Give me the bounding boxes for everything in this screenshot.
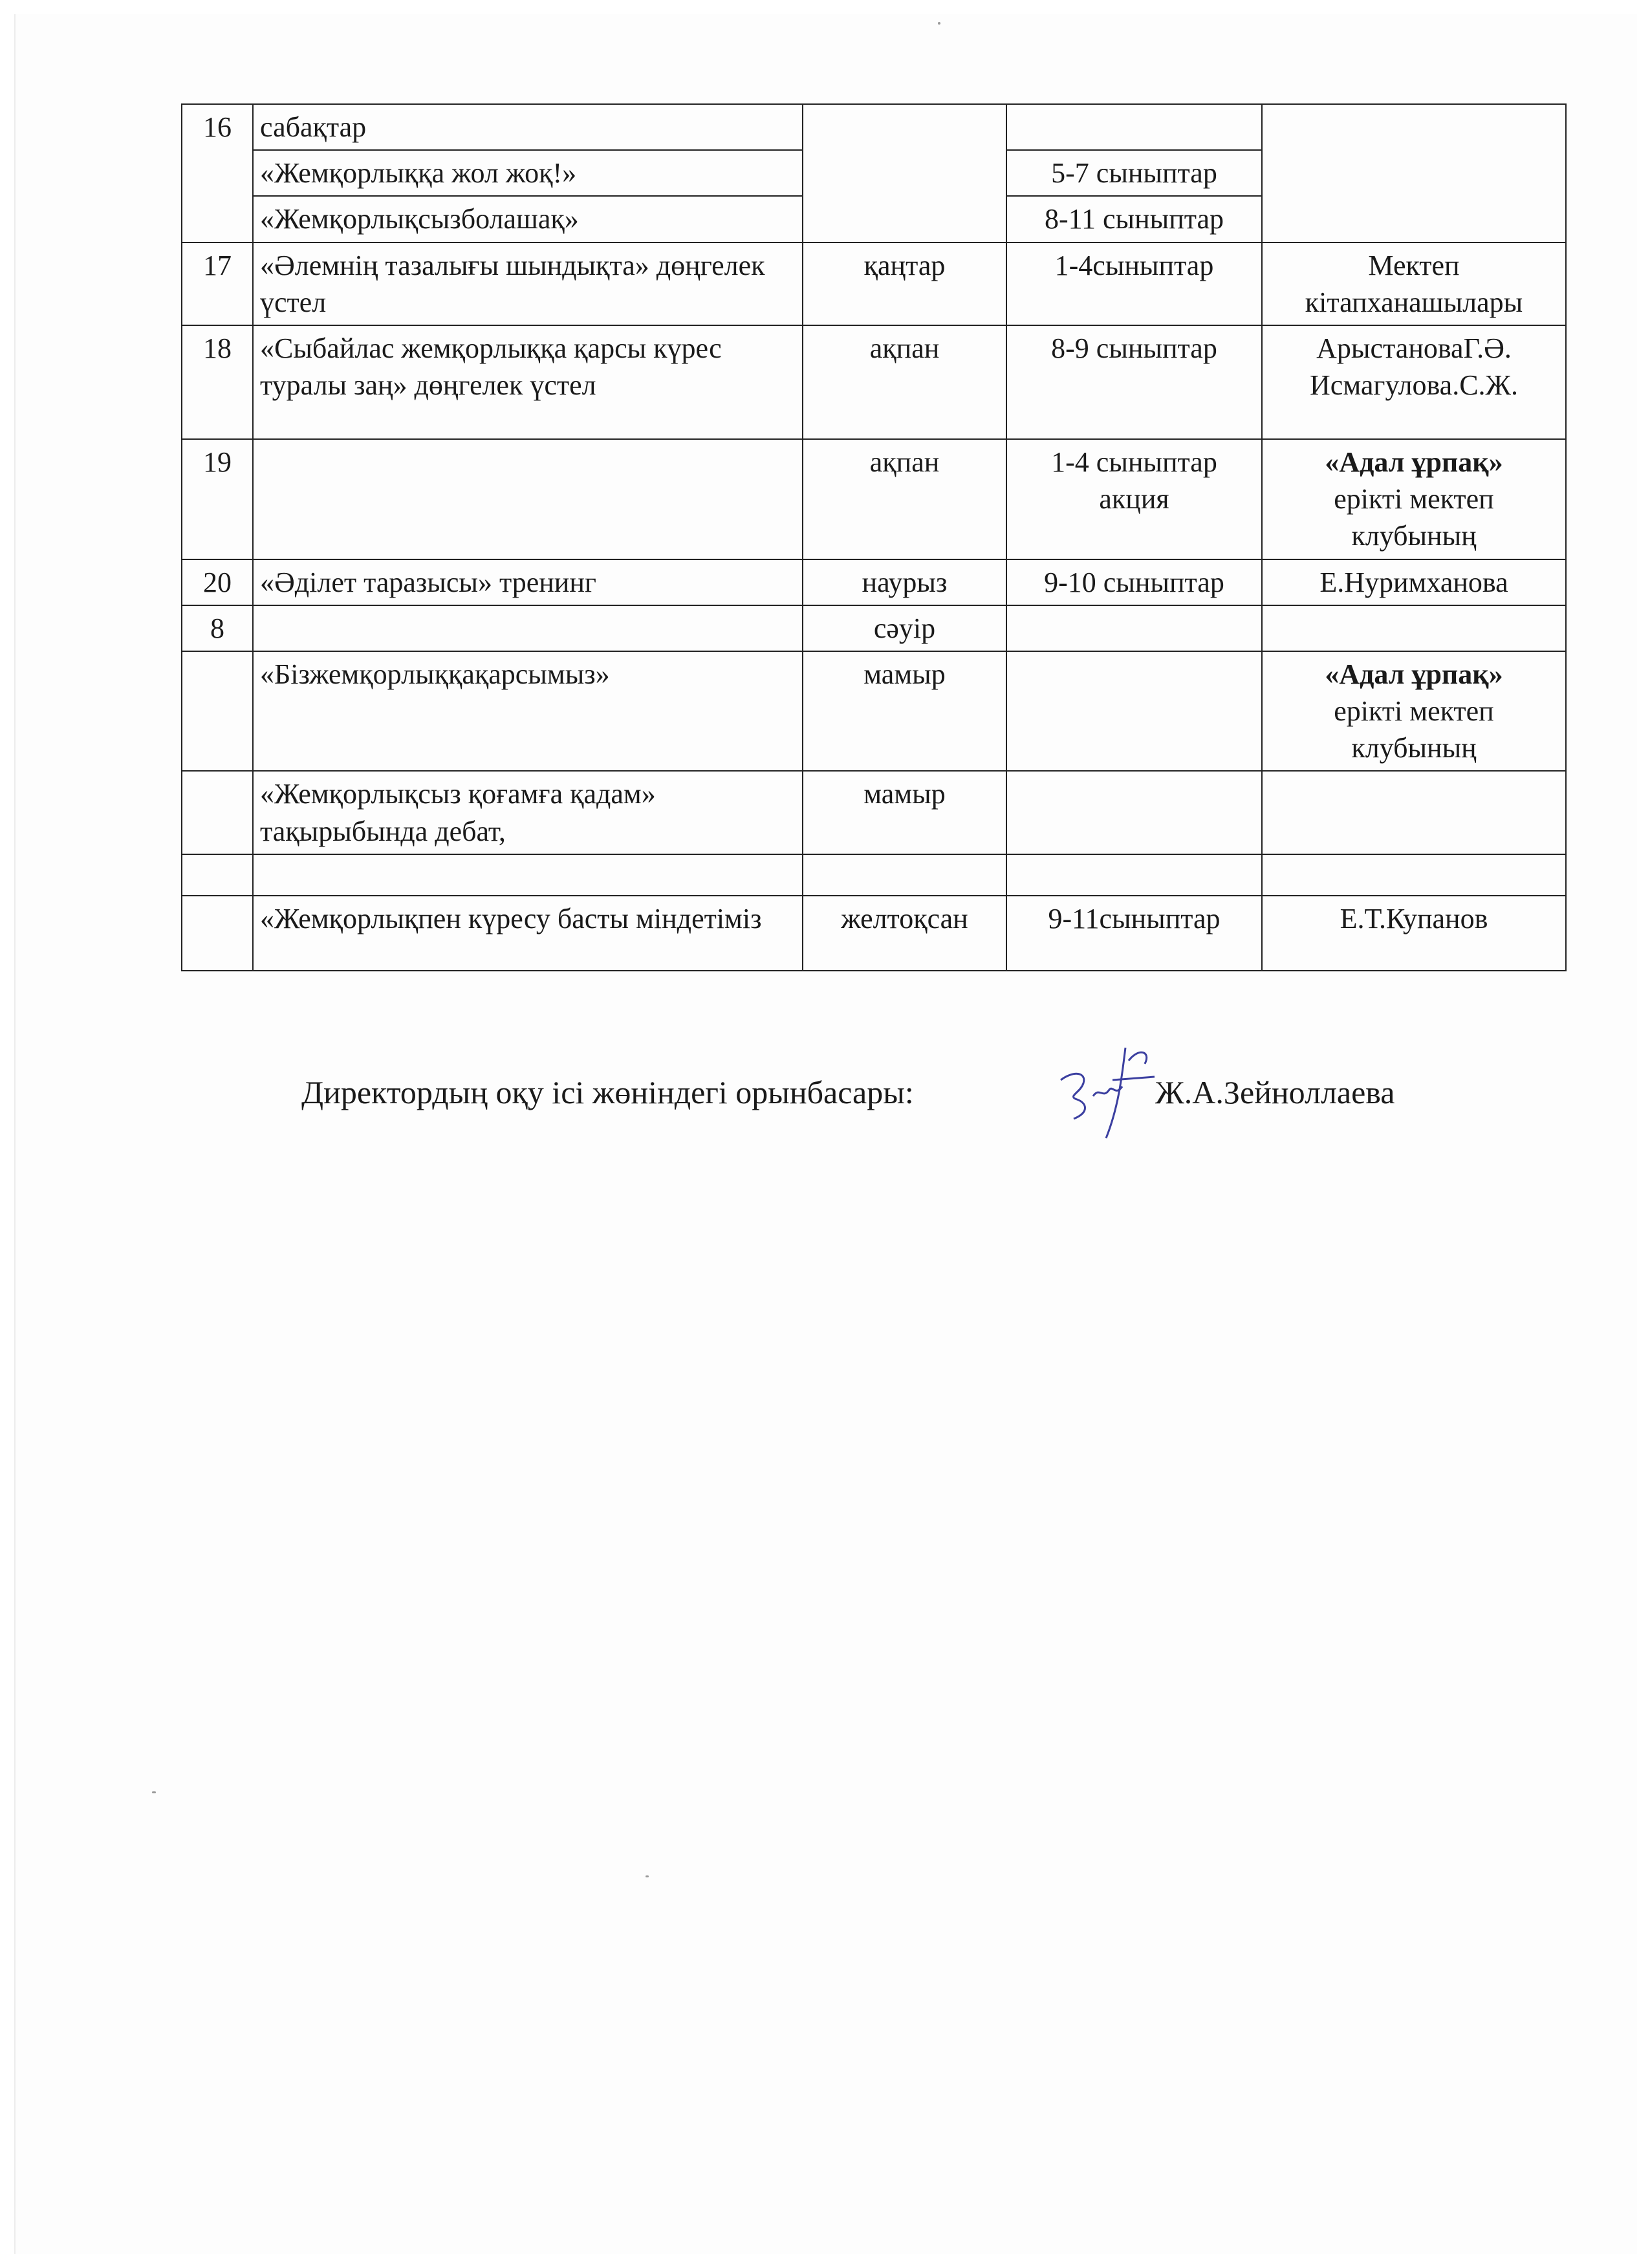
grade-cell [1006, 854, 1262, 896]
date-cell [803, 854, 1006, 896]
responsible-cell [1262, 854, 1566, 896]
date-cell: мамыр [803, 771, 1006, 854]
event-plan-table [181, 103, 1567, 971]
table-row [182, 439, 1566, 559]
responsible-line: АрыстановаГ.Ә. [1316, 332, 1512, 364]
table-row [182, 559, 1566, 605]
row-number: 20 [182, 559, 253, 605]
club-name: «Адал ұрпақ» [1325, 658, 1503, 690]
responsible-cell [1262, 771, 1566, 854]
responsible-cell [1262, 325, 1566, 439]
grade-cell: 8-11 сыныптар [1006, 196, 1262, 242]
row-number [182, 771, 253, 854]
responsible-line: Исмагулова.С.Ж. [1310, 369, 1518, 402]
grade-cell: 1-4 сыныптар акция [1006, 439, 1262, 559]
event-cell: «Сыбайлас жемқорлыққа қарсы күрес туралы заң» дөңгелек үстел [253, 325, 803, 439]
event-cell: «Жемқорлыққа жол жоқ!» [253, 150, 803, 196]
signature-line [301, 1074, 1530, 1125]
responsible-cell [1262, 439, 1566, 559]
event-cell: сабақтар [253, 104, 803, 150]
grade-cell: 9-11сыныптар [1006, 896, 1262, 971]
date-cell: мамыр [803, 651, 1006, 772]
event-cell: «Жемқорлықпен күресу басты міндетіміз [253, 896, 803, 971]
grade-cell: 9-10 сыныптар [1006, 559, 1262, 605]
row-number: 16 [182, 104, 253, 243]
grade-cell [1006, 104, 1262, 150]
club-description: ерікті мектеп клубының [1334, 483, 1494, 552]
date-cell [803, 104, 1006, 243]
grade-cell: 5-7 сыныптар [1006, 150, 1262, 196]
responsible-cell: Мектеп кітапханашылары [1262, 243, 1566, 325]
responsible-cell: Е.Нуримханова [1262, 559, 1566, 605]
event-cell [253, 439, 803, 559]
grade-cell: 8-9 сыныптар [1006, 325, 1262, 439]
date-cell: қаңтар [803, 243, 1006, 325]
scan-speck [938, 22, 940, 25]
responsible-cell [1262, 651, 1566, 772]
club-name: «Адал ұрпақ» [1325, 446, 1503, 478]
row-number [182, 896, 253, 971]
responsible-cell [1262, 104, 1566, 243]
club-description: ерікті мектеп клубының [1334, 695, 1494, 764]
responsible-cell [1262, 605, 1566, 651]
handwritten-signature [1048, 1035, 1164, 1145]
table-row [182, 651, 1566, 772]
signatory-name: Ж.А.Зейноллаева [1155, 1074, 1395, 1110]
date-cell: ақпан [803, 325, 1006, 439]
row-number [182, 854, 253, 896]
date-cell: сәуір [803, 605, 1006, 651]
signatory-role: Директордың оқу ісі жөніндегі орынбасары: [301, 1074, 914, 1110]
date-cell: наурыз [803, 559, 1006, 605]
event-cell: «Әділет таразысы» тренинг [253, 559, 803, 605]
table-row [182, 771, 1566, 854]
date-cell: желтоқсан [803, 896, 1006, 971]
event-cell: «Жемқорлықсыз қоғамға қадам» тақырыбында дебат, [253, 771, 803, 854]
date-cell: ақпан [803, 439, 1006, 559]
event-cell [253, 854, 803, 896]
table-row [182, 896, 1566, 971]
grade-cell [1006, 651, 1262, 772]
table-row [182, 104, 1566, 150]
table-row [182, 605, 1566, 651]
table-row [182, 243, 1566, 325]
scan-speck [646, 1875, 649, 1877]
grade-cell [1006, 771, 1262, 854]
grade-cell: 1-4сыныптар [1006, 243, 1262, 325]
table-row [182, 854, 1566, 896]
row-number: 8 [182, 605, 253, 651]
event-cell: «Әлемнің тазалығы шындықта» дөңгелек үстел [253, 243, 803, 325]
event-cell: «Бізжемқорлыққақарсымыз» [253, 651, 803, 772]
event-cell [253, 605, 803, 651]
table-row [182, 325, 1566, 439]
row-number: 18 [182, 325, 253, 439]
row-number [182, 651, 253, 772]
responsible-cell: Е.Т.Купанов [1262, 896, 1566, 971]
grade-cell [1006, 605, 1262, 651]
scan-speck [152, 1791, 156, 1793]
row-number: 19 [182, 439, 253, 559]
row-number: 17 [182, 243, 253, 325]
event-cell: «Жемқорлықсызболашақ» [253, 196, 803, 242]
